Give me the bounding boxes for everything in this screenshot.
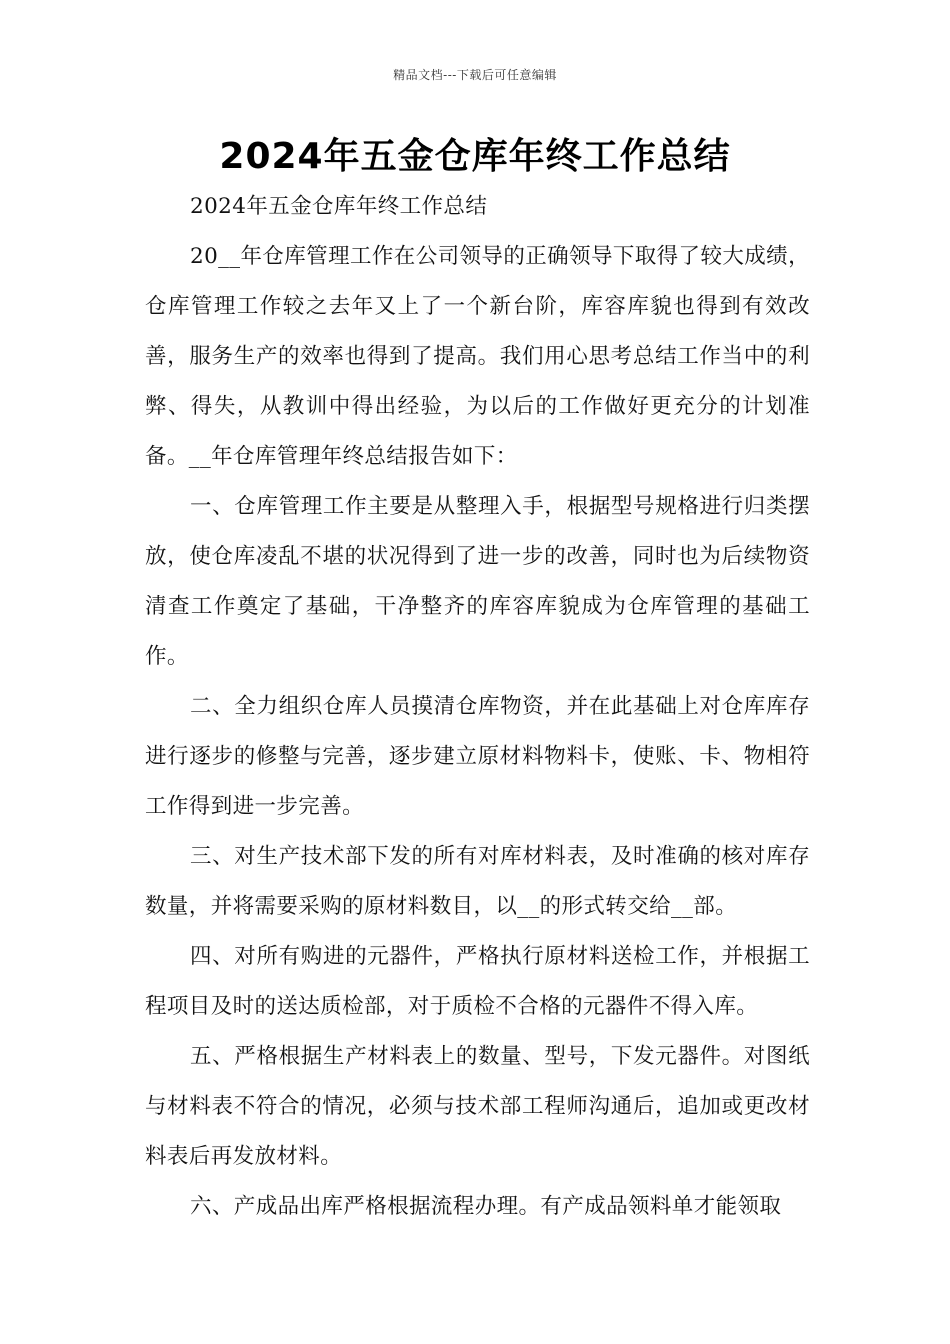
header-note: 精品文档---下载后可任意编辑 xyxy=(393,68,557,82)
paragraph-item-2: 二、全力组织仓库人员摸清仓库物资，并在此基础上对仓库库存进行逐步的修整与完善，逐步建立原材料物料卡，使账、卡、物相符工作得到进一步完善。 xyxy=(145,694,810,819)
paragraph-item-3: 三、对生产技术部下发的所有对库材料表，及时准确的核对库存数量，并将需要采购的原材料数目，以__的形式转交给__部。 xyxy=(145,844,810,919)
paragraph-item-5: 五、严格根据生产材料表上的数量、型号，下发元器件。对图纸与材料表不符合的情况，必须与技术部工程师沟通后，追加或更改材料表后再发放材料。 xyxy=(145,1044,810,1169)
paragraph-intro: 20__年仓库管理工作在公司领导的正确领导下取得了较大成绩，仓库管理工作较之去年又上了一个新台阶，库容库貌也得到有效改善，服务生产的效率也得到了提高。我们用心思考总结工作当中的利弊、得失，从教训中得出经验，为以后的工作做好更充分的计划准备。__年仓库管理年终总结报告如下： xyxy=(145,244,810,469)
paragraph-item-4: 四、对所有购进的元器件，严格执行原材料送检工作，并根据工程项目及时的送达质检部，对于质检不合格的元器件不得入库。 xyxy=(145,944,810,1019)
paragraph-item-6: 六、产成品出库严格根据流程办理。有产成品领料单才能领取 xyxy=(190,1194,782,1219)
document-title: 2024年五金仓库年终工作总结 xyxy=(219,136,731,177)
document-body xyxy=(145,182,810,1232)
paragraph-subtitle: 2024年五金仓库年终工作总结 xyxy=(190,194,488,219)
paragraph-item-1: 一、仓库管理工作主要是从整理入手，根据型号规格进行归类摆放，使仓库凌乱不堪的状况得到了进一步的改善，同时也为后续物资清查工作奠定了基础，干净整齐的库容库貌成为仓库管理的基础工作。 xyxy=(145,494,810,669)
